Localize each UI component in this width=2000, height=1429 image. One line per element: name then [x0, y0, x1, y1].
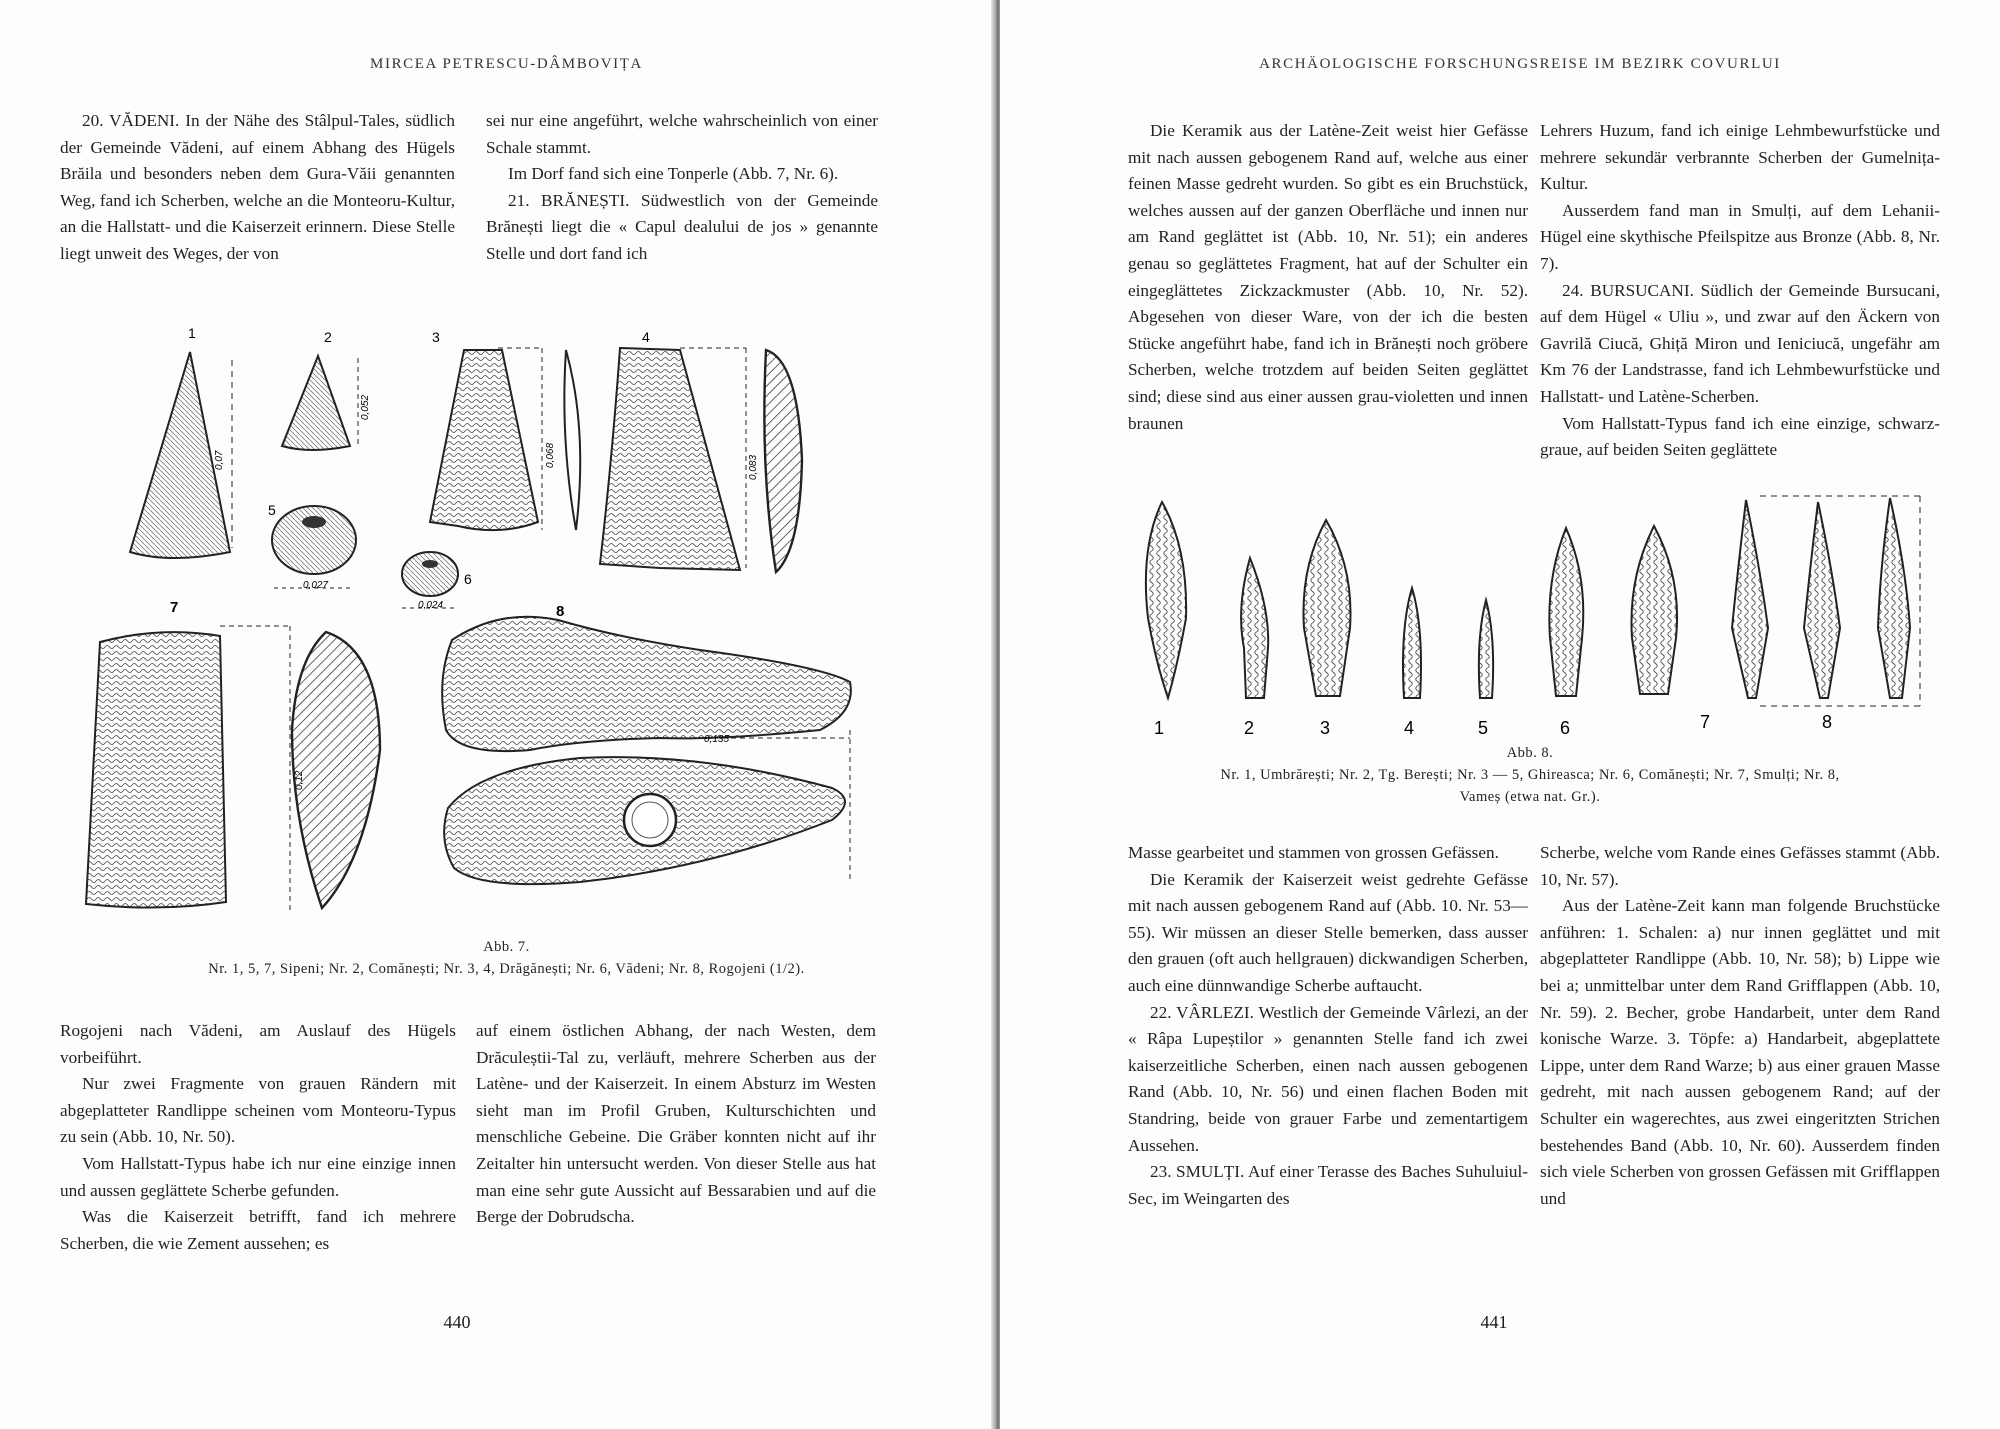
figure-label-2: 2	[324, 329, 332, 345]
figure-measure-6: 0,024	[418, 600, 444, 611]
paragraph: 24. BURSUCANI. Südlich der Gemeinde Bursucani, auf dem Hügel « Uliu », und zwar auf den Äckern von Gavrilă Ciucă, Ghiță Miron und Ieniciucă, ungefähr am Km 76 der Landstrasse, fand ich Lehmbewurfstücke und Hallstatt- und Latène-Scherben.	[1540, 280, 1940, 406]
figure-abb-8	[1120, 488, 1940, 738]
running-head: MIRCEA PETRESCU-DÂMBOVIȚA	[370, 56, 643, 72]
caption-text: Nr. 1, 5, 7, Sipeni; Nr. 2, Comănești; Nr. 3, 4, Drăgănești; Nr. 6, Vădeni; Nr. 8, Rogojeni (1/2).	[208, 961, 805, 977]
left-page	[0, 0, 993, 1429]
figure-label-6: 6	[464, 571, 472, 587]
paragraph: Aus der Latène-Zeit kann man folgende Bruchstücke anführen: 1. Schalen: a) nur innen geglättet und mit abgeplatteter Randlippe (Abb. 10, Nr. 58); b) Lippe wie bei a; unmittelbar unter dem Rand Grifflappen (Abb. 10, Nr. 59). 2. Becher, grobe Handarbeit, unter dem Rand konische Warze. 3. Töpfe: a) Handarbeit, abgeplattete Lippe, unter dem Rand Warze; b) aus einer grauen Masse gedreht, mit nach aussen gebogenem Rand; auf der Schulter ein wagerechtes, aus zwei eingeritzten Strichen bestehendes Band (Abb. 10, Nr. 60). Ausserdem finden sich viele Scherben von grossen Gefässen mit Grifflappen und	[1540, 896, 1940, 1208]
paragraph: Scherbe, welche vom Rande eines Gefässes stammt (Abb. 10, Nr. 57).	[1540, 843, 1940, 889]
paragraph: Rogojeni nach Vădeni, am Auslauf des Hügels vorbeiführt.	[60, 1021, 456, 1067]
artifact-3-arrowhead	[1303, 520, 1350, 696]
running-head: ARCHÄOLOGISCHE FORSCHUNGSREISE IM BEZIRK COVURLUI	[1259, 56, 1781, 72]
artifact-1-spearhead	[1146, 502, 1186, 698]
figure-label-5: 5	[1478, 718, 1489, 738]
text-column-top-right	[1540, 118, 1940, 464]
text-column-bottom-left	[1128, 840, 1528, 1212]
figure-label-1: 1	[188, 325, 196, 341]
paragraph: 23. SMULȚI. Auf einer Terasse des Baches Suhuluiul-Sec, im Weingarten des	[1128, 1162, 1528, 1208]
figure-measure-3: 0,068	[545, 442, 556, 468]
page-number: 440	[443, 1312, 471, 1332]
figure-label-6: 6	[1560, 718, 1571, 738]
artifact-3-axe-side	[564, 350, 580, 530]
figure-measure-4: 0,083	[748, 454, 759, 480]
right-page	[1000, 0, 2000, 1429]
figure-label-8: 8	[556, 603, 565, 620]
artifact-2-arrowhead	[1241, 558, 1268, 698]
artifact-4-axe-side	[764, 350, 802, 572]
paragraph: Vom Hallstatt-Typus fand ich eine einzige, schwarz-graue, auf beiden Seiten geglättete	[1540, 413, 1940, 460]
figure-caption-abb-8	[1100, 742, 1960, 808]
figure-measure-1: 0,07	[214, 450, 225, 470]
paragraph: Was die Kaiserzeit betrifft, fand ich mehrere Scherben, die wie Zement aussehen; es	[60, 1207, 456, 1253]
artifact-5-arrowhead	[1479, 600, 1493, 698]
paragraph: 22. VÂRLEZI. Westlich der Gemeinde Vârlezi, an der « Râpa Lupeștilor » genannten Stelle fand ich zwei kaiserzeitliche Scherben, einen nach aussen gebogenen Rand (Abb. 10, Nr. 56) und einen flachen Boden mit Standring, beide von grauer Farbe und zementartigem Aussehen.	[1128, 1002, 1528, 1155]
artifact-3-axe-front	[430, 350, 538, 530]
figure-label-7: 7	[170, 599, 179, 616]
artifact-7-adze-side	[292, 632, 380, 908]
artifact-6-bead	[402, 552, 458, 596]
text-column-bottom-right	[476, 1018, 876, 1231]
paragraph: Die Keramik der Kaiserzeit weist gedrehte Gefässe mit nach aussen gebogenem Rand auf (Abb. 10. Nr. 53—55). Wir müssen an dieser Stelle bemerken, dass ausser den grauen (oft auch hellgrauen) dickwandigen Scherben, auch eine dünnwandige Scherbe auftaucht.	[1128, 869, 1528, 995]
artifact-2-arrowhead	[282, 356, 350, 450]
page-number: 441	[1480, 1312, 1508, 1332]
text-column-bottom-right	[1540, 840, 1940, 1212]
figure-label-7: 7	[1700, 712, 1711, 732]
figure-label-3: 3	[1320, 718, 1331, 738]
figure-measure-5: 0,027	[303, 580, 329, 591]
paragraph: Die Keramik aus der Latène-Zeit weist hier Gefässe mit nach aussen gebogenem Rand auf, welche aus einer feinen Masse gedreht wurden. So gibt es ein Bruchstück, welches aussen auf der ganzen Oberfläche und innen nur am Rand geglättet ist (Abb. 10, Nr. 51); ein anderes genau so geglättetes Fragment, hat auf der Schulter ein eingeglättetes Zickzackmuster (Abb. 10, Nr. 52). Abgesehen von dieser Ware, von der ich die besten Stücke angeführt habe, fand ich in Brănești noch gröbere Scherben, welche trotzdem auf beiden Seiten geglättet sind; diese sind aus einer aussen grau-violetten und innen braunen	[1128, 121, 1528, 433]
artifact-4-axe-front	[600, 348, 740, 570]
figure-abb-7	[60, 320, 890, 920]
artifact-7-arrowhead	[1631, 526, 1677, 694]
artifact-8a-arrowhead	[1732, 500, 1768, 698]
caption-title: Abb. 8.	[1506, 745, 1554, 761]
figure-label-4: 4	[642, 329, 650, 345]
paragraph: sei nur eine angeführt, welche wahrscheinlich von einer Schale stammt.	[486, 111, 878, 157]
text-column-top-left	[60, 108, 455, 268]
figure-label-4: 4	[1404, 718, 1415, 738]
paragraph: 21. BRĂNEȘTI. Südwestlich von der Gemeinde Brănești liegt die « Capul dealului de jos » genannte Stelle und dort fand ich	[486, 190, 878, 263]
figure-caption-abb-7	[60, 936, 953, 980]
text-column-bottom-left	[60, 1018, 456, 1257]
artifact-4-arrowhead	[1403, 588, 1421, 698]
artifact-8c-arrowhead	[1878, 498, 1910, 698]
caption-line: Vameș (etwa nat. Gr.).	[1459, 789, 1601, 805]
artifact-8-axe-side	[442, 617, 851, 751]
paragraph: Ausserdem fand man in Smulți, auf dem Lehanii-Hügel eine skythische Pfeilspitze aus Bronze (Abb. 8, Nr. 7).	[1540, 200, 1940, 273]
figure-label-3: 3	[432, 329, 440, 345]
figure-label-2: 2	[1244, 718, 1255, 738]
artifact-6-arrowhead	[1549, 528, 1583, 696]
paragraph: Lehrers Huzum, fand ich einige Lehmbewurfstücke und mehrere sekundär verbrannte Scherben der Gumelnița-Kultur.	[1540, 121, 1940, 194]
artifact-7-adze-front	[86, 632, 226, 907]
caption-title: Abb. 7.	[483, 939, 530, 955]
caption-line: Nr. 1, Umbrărești; Nr. 2, Tg. Berești; Nr. 3 — 5, Ghireasca; Nr. 6, Comănești; Nr. 7, Smulți; Nr. 8,	[1220, 767, 1840, 783]
paragraph: Masse gearbeitet und stammen von grossen Gefässen.	[1128, 843, 1499, 862]
figure-label-5: 5	[268, 502, 276, 518]
figure-label-1: 1	[1154, 718, 1165, 738]
figure-label-8: 8	[1822, 712, 1833, 732]
paragraph: auf einem östlichen Abhang, der nach Westen, dem Drăculeștii-Tal zu, verläuft, mehrere Scherben aus der Latène- und der Kaiserzeit. In einem Absturz im Westen sieht man im Profil Gruben, Kulturschichten und menschliche Gebeine. Die Gräber konnten nicht auf ihr Zeitalter hin untersucht werden. Von dieser Stelle aus hat man eine sehr gute Aussicht auf Bessarabien und auf die Berge der Dobrudscha.	[476, 1021, 876, 1227]
text-column-top-right	[486, 108, 878, 268]
paragraph: Vom Hallstatt-Typus habe ich nur eine einzige innen und aussen geglättete Scherbe gefunden.	[60, 1153, 456, 1200]
paragraph: Im Dorf fand sich eine Tonperle (Abb. 7, Nr. 6).	[508, 164, 839, 184]
paragraph: 20. VĂDENI. In der Nähe des Stâlpul-Tales, südlich der Gemeinde Vădeni, auf einem Abhang des Hügels Brăila und besonders neben dem Gura-Văii genannten Weg, fand ich Scherben, welche an die Monteoru-Kultur, an die Hallstatt- und die Kaiserzeit erinnern. Diese Stelle liegt unweit des Weges, der von	[60, 111, 455, 263]
text-column-top-left	[1128, 118, 1528, 437]
figure-measure-2: 0,052	[360, 394, 371, 420]
artifact-8b-arrowhead	[1804, 502, 1840, 698]
figure-measure-8: 0,135	[704, 734, 730, 745]
paragraph: Nur zwei Fragmente von grauen Rändern mit abgeplatteter Randlippe scheinen vom Monteoru-Typus zu sein (Abb. 10, Nr. 50).	[60, 1074, 456, 1147]
